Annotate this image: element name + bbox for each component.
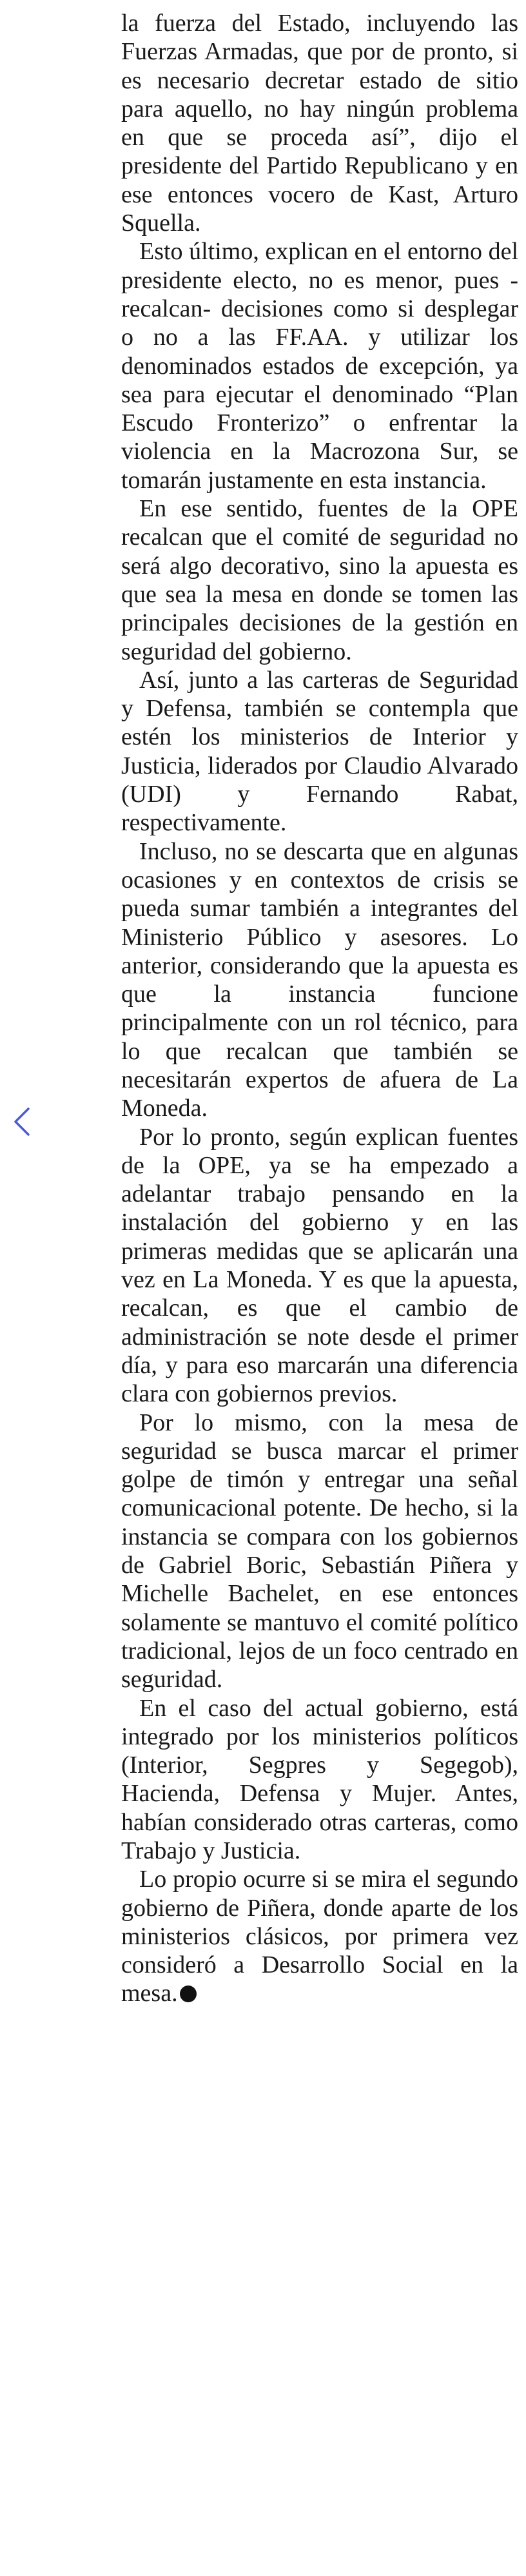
article-paragraph: Por lo pronto, según explican fuentes de la OPE, ya se ha empezado a adelantar trabajo pensando en la instalación del gobierno y en las primeras medidas que se aplicarán una vez en La Moneda. Y es que la apuesta, recalcan, es que el cambio de administración se note desde el primer día, y para eso marcarán una diferencia clara con gobiernos previos. [121, 1123, 518, 1408]
article-paragraph-last [121, 1865, 518, 2007]
article-paragraph: la fuerza del Estado, incluyendo las Fuerzas Armadas, que por de pronto, si es necesario decretar estado de sitio para aquello, no hay ningún problema en que se proceda así”, dijo el presidente del Partido Republicano y en ese entonces vocero de Kast, Arturo Squella. [121, 10, 518, 237]
article-paragraph: Así, junto a las carteras de Seguridad y Defensa, también se contempla que estén los ministerios de Interior y Justicia, liderados por Claudio Alvarado (UDI) y Fernando Rabat, respectivamente. [121, 666, 518, 837]
end-of-article-icon [180, 1986, 197, 2002]
article-paragraph: Por lo mismo, con la mesa de seguridad se busca marcar el primer golpe de timón y entregar una señal comunicacional potente. De hecho, si la instancia se compara con los gobiernos de Gabriel Boric, Sebastián Piñera y Michelle Bachelet, en ese entonces solamente se mantuvo el comité político tradicional, lejos de un foco centrado en seguridad. [121, 1409, 518, 1693]
chevron-left-icon [8, 1101, 36, 1142]
article-paragraph: Incluso, no se descarta que en algunas ocasiones y en contextos de crisis se pueda sumar también a integrantes del Ministerio Público y asesores. Lo anterior, considerando que la apuesta es que la instancia funcione principalmente con un rol técnico, para lo que recalcan que también se necesitarán expertos de afuera de La Moneda. [121, 837, 518, 1122]
article-paragraph: En el caso del actual gobierno, está integrado por los ministerios políticos (Interior, Segpres y Segegob), Hacienda, Defensa y Mujer. Antes, habían considerado otras carteras, como Trabajo y Justicia. [121, 1694, 518, 1864]
back-button[interactable] [8, 1101, 36, 1142]
article-paragraph: Esto último, explican en el entorno del presidente electo, no es menor, pues -recalcan- decisiones como si desplegar o no a las FF.AA. y utilizar los denominados estados de excepción, ya sea para ejecutar el denominado “Plan Escudo Fronterizo” o enfrentar la violencia en la Macrozona Sur, se tomarán justamente en esta instancia. [121, 238, 518, 494]
article-body [121, 9, 518, 2008]
article-paragraph: En ese sentido, fuentes de la OPE recalcan que el comité de seguridad no será algo decorativo, sino la apuesta es que sea la mesa en donde se tomen las principales decisiones de la gestión en seguridad del gobierno. [121, 495, 518, 665]
article-paragraph-text: Lo propio ocurre si se mira el segundo gobierno de Piñera, donde aparte de los ministerios clásicos, por primera vez consideró a Desarrollo Social en la mesa. [121, 1866, 518, 2007]
